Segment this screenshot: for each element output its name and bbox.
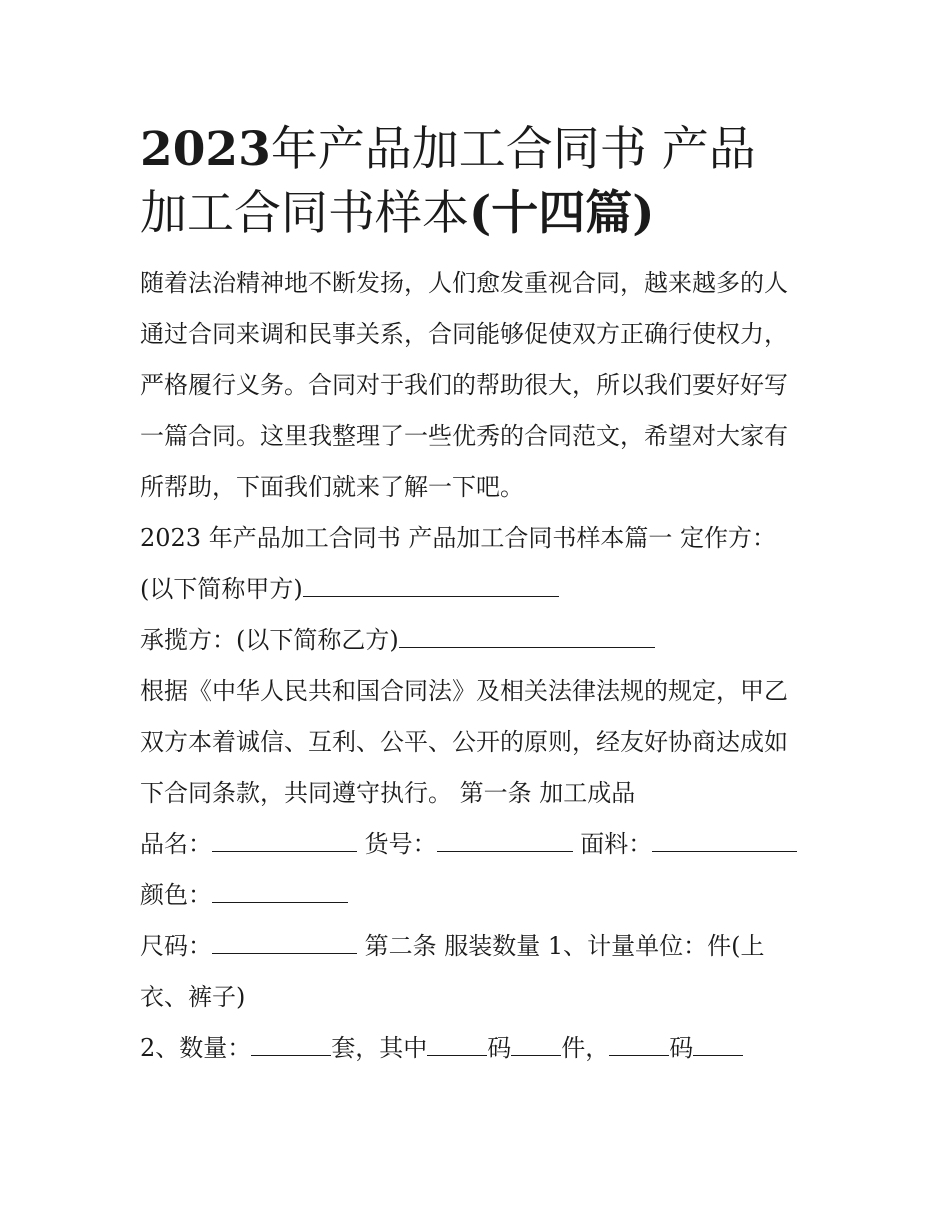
title-line1-text: 年产品加工合同书 产品 <box>270 122 756 177</box>
title-line2-text: 加工合同书样本 <box>140 186 469 241</box>
article2-text: 第二条 服装数量 1、计量单位：件(上 <box>364 932 765 960</box>
party-a-blank <box>303 574 559 597</box>
qty-set-text: 套，其中 <box>331 1034 428 1062</box>
basis-line-1: 根据《中华人民共和国合同法》及相关法律法规的规定，甲乙 <box>140 677 788 705</box>
color-line <box>140 870 815 921</box>
color-label: 颜色： <box>140 881 212 909</box>
article2-cont-line: 衣、裤子) <box>140 983 246 1011</box>
piece2-blank <box>693 1033 743 1056</box>
document-page <box>140 118 815 1074</box>
party-a-line <box>140 564 815 615</box>
intro-line-1: 随着法治精神地不断发扬，人们愈发重视合同，越来越多的人 <box>140 269 788 297</box>
party-b-line <box>140 615 815 666</box>
intro-line-3: 严格履行义务。合同对于我们的帮助很大，所以我们要好好写 <box>140 371 788 399</box>
document-title <box>140 118 815 246</box>
title-line2-paren: (十四篇) <box>469 186 655 241</box>
party-b-label: 承揽方：(以下简称乙方) <box>140 626 399 654</box>
intro-line-2: 通过合同来调和民事关系，合同能够促使双方正确行使权力， <box>140 320 788 348</box>
size-label: 尺码： <box>140 932 212 960</box>
code1-text: 码 <box>487 1034 512 1062</box>
product-info-line <box>140 819 815 870</box>
qty-label: 2、数量： <box>140 1034 252 1062</box>
quantity-line <box>140 1023 815 1074</box>
product-name-blank <box>212 829 357 852</box>
intro-line-4: 一篇合同。这里我整理了一些优秀的合同范文，希望对大家有 <box>140 422 788 450</box>
product-name-label: 品名： <box>140 830 212 858</box>
basis-line-2: 双方本着诚信、互利、公平、公开的原则，经友好协商达成如 <box>140 728 788 756</box>
code1-blank <box>427 1033 487 1056</box>
code2-text: 码 <box>669 1034 694 1062</box>
party-b-blank <box>399 625 655 648</box>
piece1-blank <box>511 1033 561 1056</box>
basis-line-3: 下合同条款，共同遵守执行。 第一条 加工成品 <box>140 779 636 807</box>
party-a-label: (以下简称甲方) <box>140 575 303 603</box>
fabric-blank <box>652 829 797 852</box>
size-line <box>140 921 815 972</box>
item-no-blank <box>437 829 573 852</box>
piece1-text: 件， <box>561 1034 610 1062</box>
intro-line-5: 所帮助，下面我们就来了解一下吧。 <box>140 473 524 501</box>
item-no-label: 货号： <box>364 830 437 858</box>
section-heading: 2023 年产品加工合同书 产品加工合同书样本篇一 定作方： <box>140 524 776 552</box>
fabric-label: 面料： <box>580 830 653 858</box>
qty-blank <box>251 1033 331 1056</box>
color-blank <box>212 880 348 903</box>
code2-blank <box>609 1033 669 1056</box>
title-year: 2023 <box>140 122 271 177</box>
size-blank <box>212 931 357 954</box>
